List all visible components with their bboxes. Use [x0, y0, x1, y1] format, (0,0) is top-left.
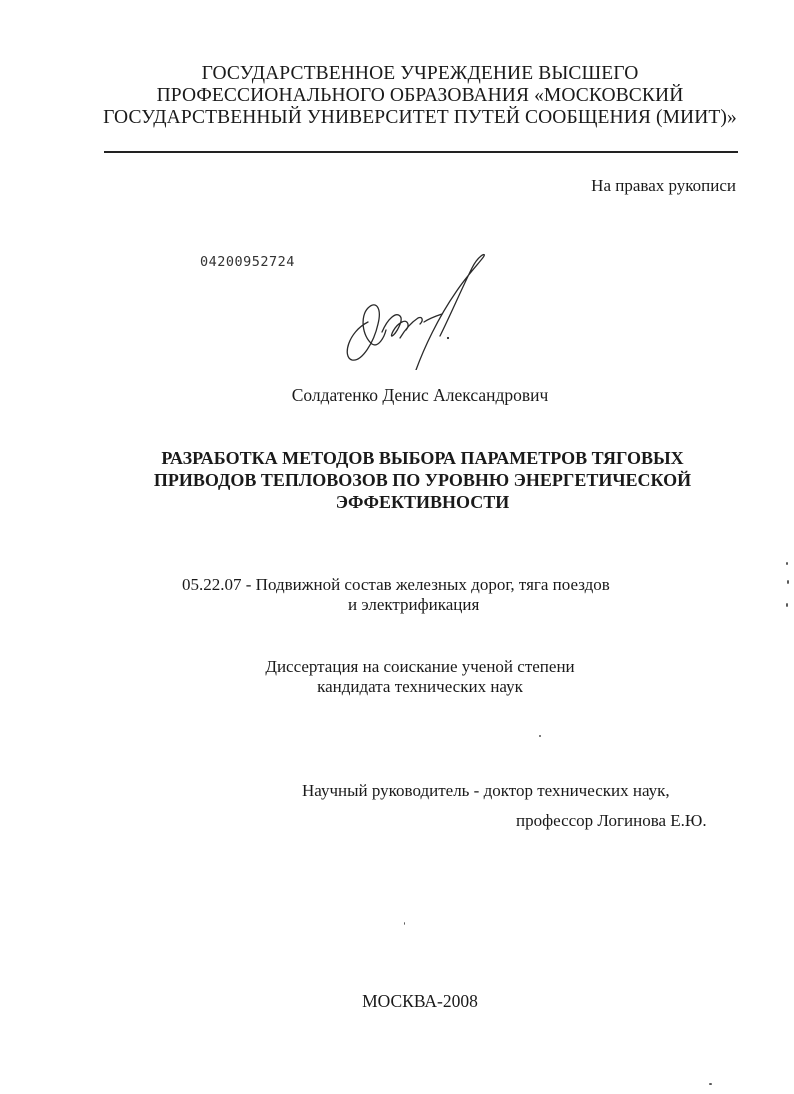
header-divider [104, 151, 738, 153]
title-line-3: ЭФФЕКТИВНОСТИ [335, 492, 510, 512]
dissertation-title [100, 447, 745, 513]
scan-speck [404, 922, 405, 925]
city-year: МОСКВА-2008 [362, 991, 478, 1011]
scan-speck [786, 603, 788, 607]
author-name: Солдатенко Денис Александрович [291, 385, 549, 405]
rights-note: На правах рукописи [591, 176, 736, 195]
document-code: 04200952724 [200, 254, 295, 270]
degree-line-1: Диссертация на соискание ученой степени [265, 657, 575, 676]
title-line-1: РАЗРАБОТКА МЕТОДОВ ВЫБОРА ПАРАМЕТРОВ ТЯГОВЫХ [161, 448, 684, 468]
institution-line-3: ГОСУДАРСТВЕННЫЙ УНИВЕРСИТЕТ ПУТЕЙ СООБЩЕНИЯ (МИИТ)» [103, 107, 737, 128]
specialty-line-2: и электрификация [348, 595, 480, 614]
scan-speck [786, 562, 788, 565]
institution-line-1: ГОСУДАРСТВЕННОЕ УЧРЕЖДЕНИЕ ВЫСШЕГО [201, 63, 639, 84]
specialty-block [182, 575, 610, 615]
institution-header [60, 63, 780, 129]
supervisor-line-2: профессор Логинова Е.Ю. [516, 811, 707, 830]
degree-statement [150, 657, 690, 697]
supervisor-line-1: Научный руководитель - доктор технических наук, [302, 781, 670, 800]
scan-speck [709, 1083, 712, 1085]
degree-line-2: кандидата технических наук [317, 677, 523, 696]
scan-speck [539, 735, 541, 737]
title-line-2: ПРИВОДОВ ТЕПЛОВОЗОВ ПО УРОВНЮ ЭНЕРГЕТИЧЕСКОЙ [153, 470, 692, 490]
scan-speck [787, 580, 789, 584]
institution-line-2: ПРОФЕССИОНАЛЬНОГО ОБРАЗОВАНИЯ «МОСКОВСКИЙ [156, 85, 684, 106]
handwritten-signature [338, 252, 498, 370]
specialty-line-1: 05.22.07 - Подвижной состав железных дорог, тяга поездов [182, 575, 610, 594]
